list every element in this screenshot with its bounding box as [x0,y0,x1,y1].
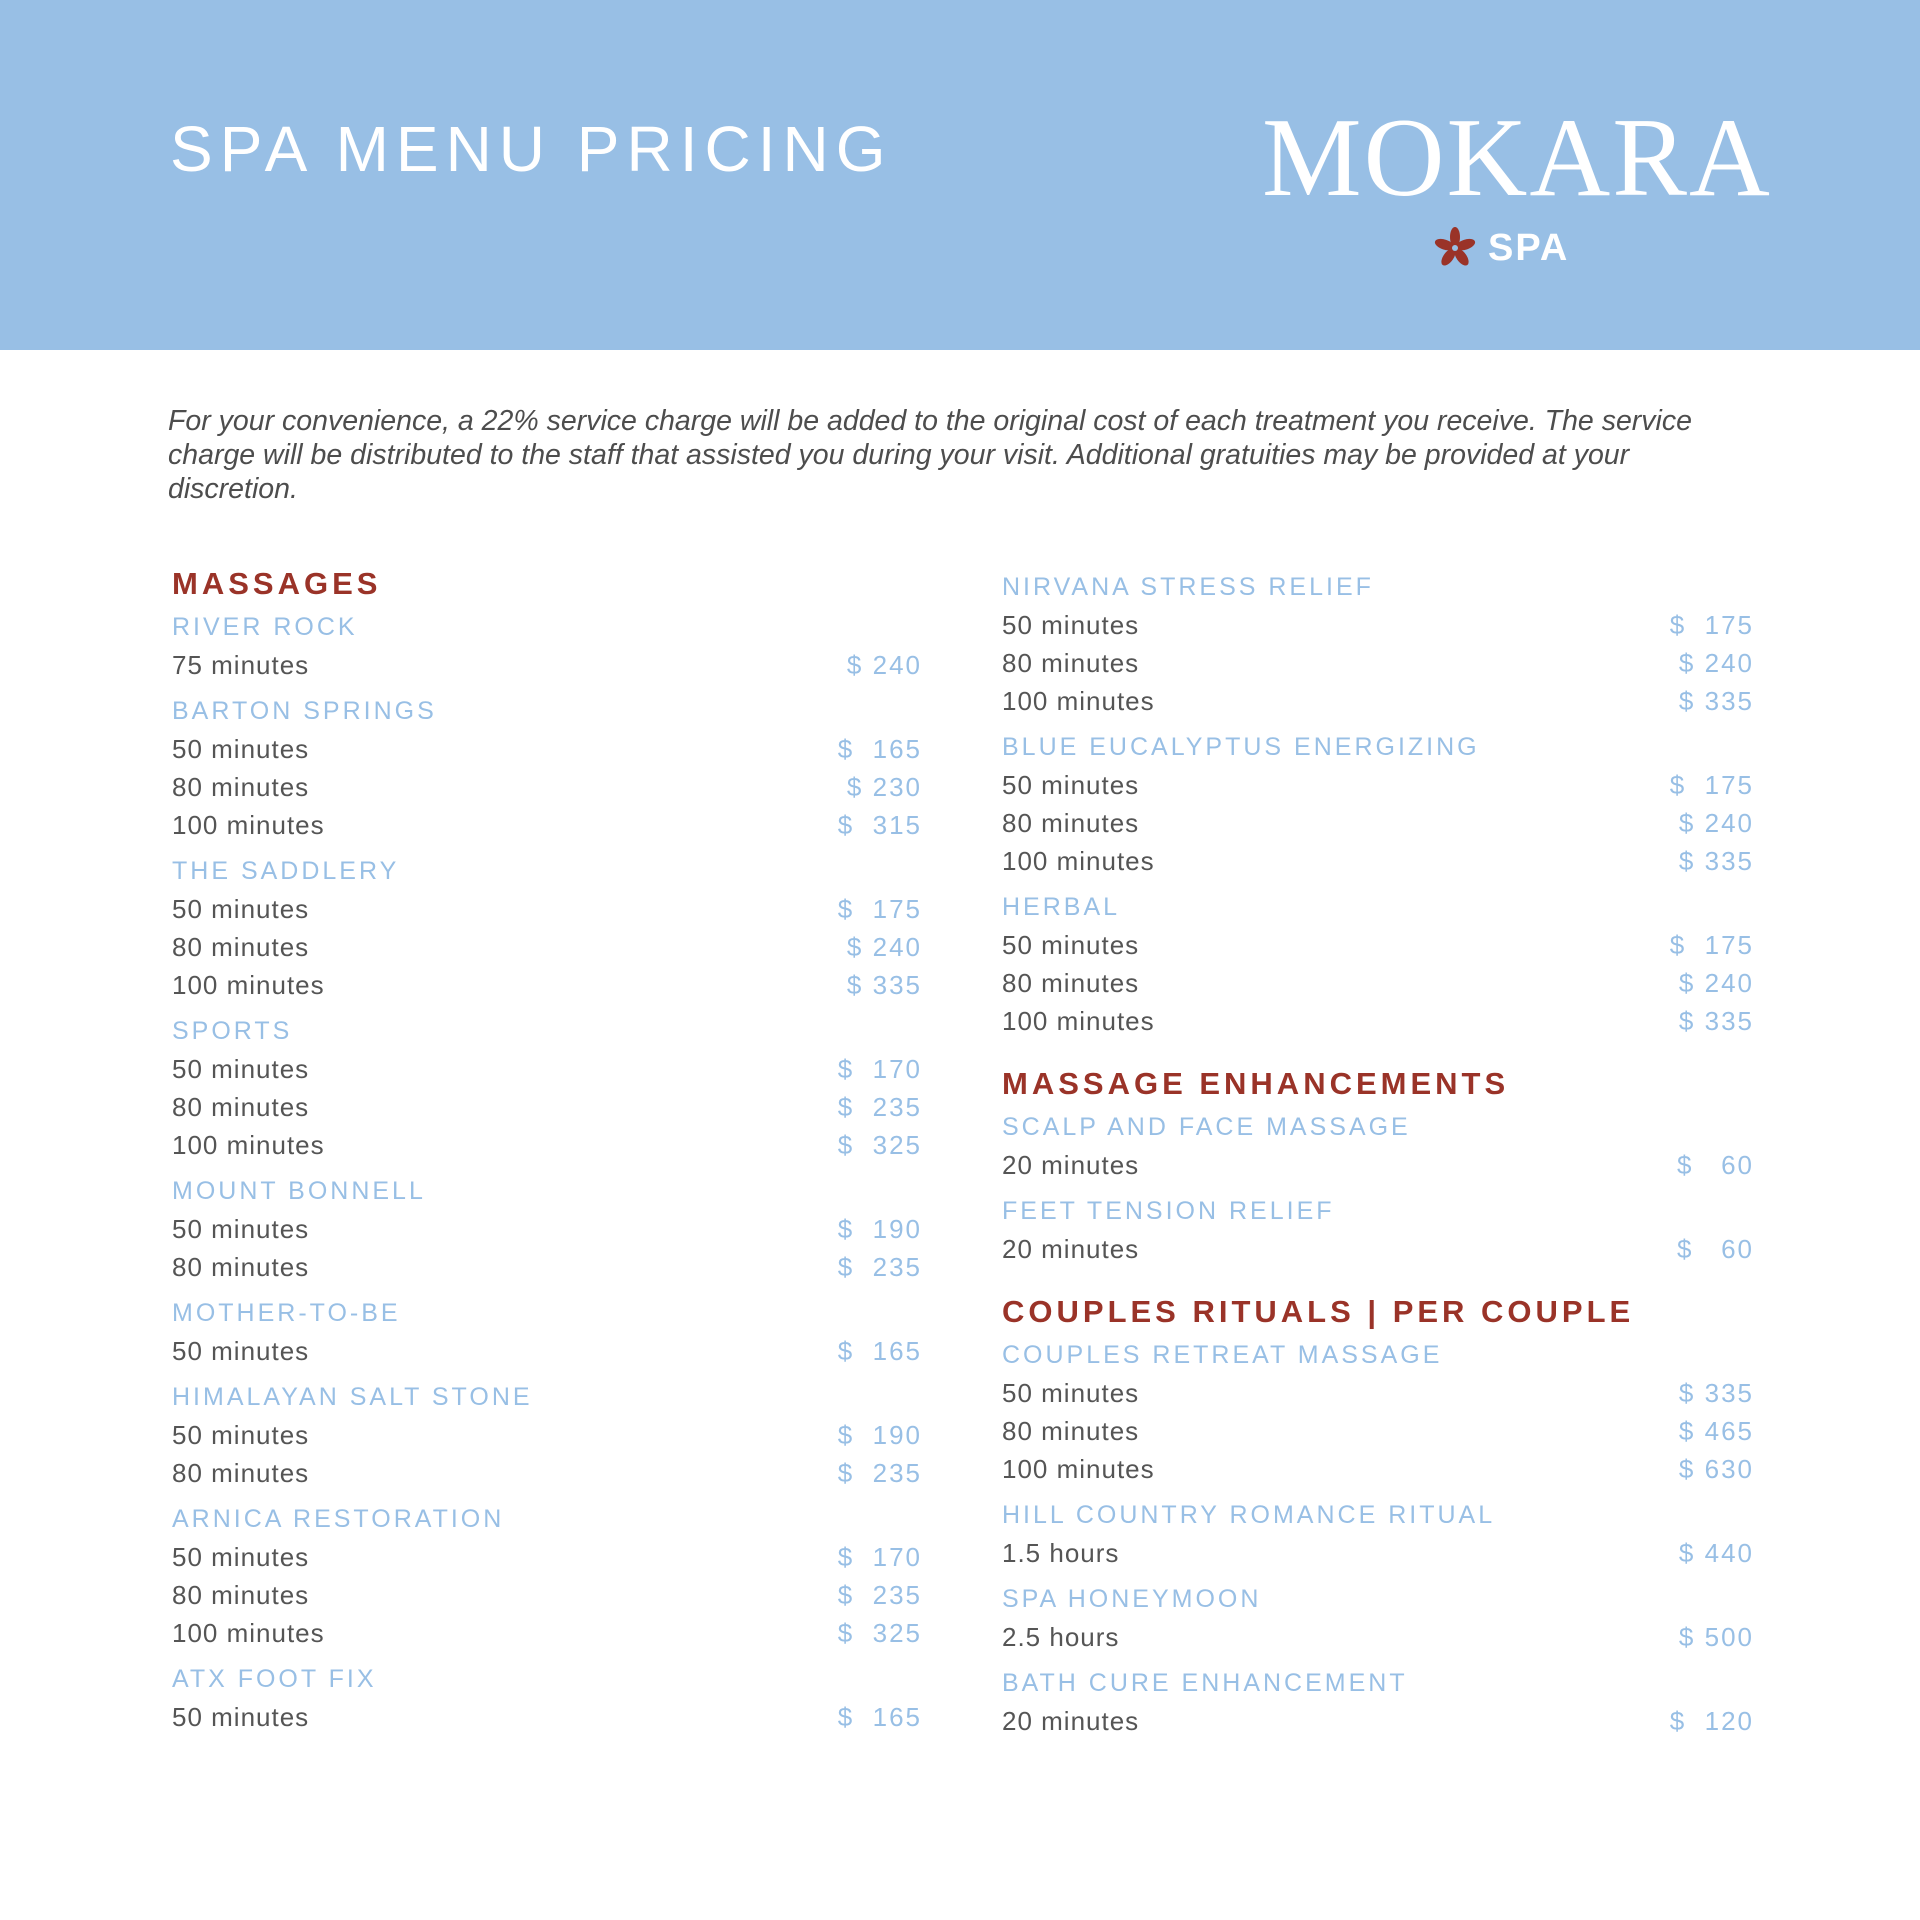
price-row [172,1576,922,1614]
treatment-name: HIMALAYAN SALT STONE [172,1383,533,1411]
massage-list-continued [1002,568,1754,1040]
left-column [172,560,922,1744]
price-row [1002,1146,1754,1184]
menu-item [1002,1192,1754,1268]
price-row [172,1248,922,1286]
treatment-name: HERBAL [1002,893,1121,921]
price: $ 190 [837,1214,922,1244]
price: $ 175 [1669,610,1754,640]
price: $ 630 [1678,1454,1754,1484]
price: $ 60 [1676,1234,1754,1264]
duration: 80 minutes [172,1252,310,1282]
menu-item [1002,1496,1754,1572]
treatment-name: FEET TENSION RELIEF [1002,1197,1335,1225]
menu-item [172,1378,922,1492]
menu-item [172,1172,922,1286]
price-row [1002,1374,1754,1412]
logo-wordmark: MOKARA [1262,96,1772,220]
menu-item [1002,728,1754,880]
duration: 80 minutes [1002,1416,1140,1446]
duration: 100 minutes [1002,1006,1155,1036]
treatment-name: NIRVANA STRESS RELIEF [1002,573,1374,601]
price-row [172,1332,922,1370]
enhancements-list [1002,1108,1754,1268]
price-row [172,1210,922,1248]
price: $ 240 [1678,648,1754,678]
price: $ 230 [846,772,922,802]
price: $ 235 [837,1252,922,1282]
duration: 1.5 hours [1002,1538,1120,1568]
price: $ 175 [1669,770,1754,800]
logo-subline [1432,223,1569,273]
duration: 50 minutes [172,894,310,924]
duration: 50 minutes [1002,770,1140,800]
treatment-name: ATX FOOT FIX [172,1665,377,1693]
price-row [172,890,922,928]
price: $ 335 [1678,686,1754,716]
price: $ 235 [837,1580,922,1610]
duration: 20 minutes [1002,1234,1140,1264]
price: $ 165 [837,1702,922,1732]
price-row [172,646,922,684]
duration: 100 minutes [172,1618,325,1648]
menu-item [1002,1664,1754,1740]
duration: 100 minutes [1002,846,1155,876]
massage-list [172,608,922,1736]
flower-icon [1432,227,1478,269]
price-row [1002,804,1754,842]
price: $ 120 [1669,1706,1754,1736]
price: $ 335 [1678,846,1754,876]
price: $ 175 [837,894,922,924]
menu-item [172,1500,922,1652]
price-row [172,730,922,768]
duration: 100 minutes [172,1130,325,1160]
duration: 20 minutes [1002,1706,1140,1736]
duration: 50 minutes [1002,930,1140,960]
price-row [172,1050,922,1088]
price: $ 465 [1678,1416,1754,1446]
price-row [172,768,922,806]
duration: 20 minutes [1002,1150,1140,1180]
treatment-name: SPORTS [172,1017,293,1045]
treatment-name: RIVER ROCK [172,613,358,641]
section-title-couples: COUPLES RITUALS | PER COUPLE [1002,1294,1635,1329]
price: $ 170 [837,1054,922,1084]
page-title: SPA MENU PRICING [170,113,893,185]
price-row [1002,1534,1754,1572]
price-row [1002,1618,1754,1656]
service-charge-note: For your convenience, a 22% service charge will be added to the original cost of each treatment you receive. The service charge will be distributed to the staff that assisted you during your visit. Additional gratuities may be provided at your discretion. [168,405,1692,505]
price-row [172,1614,922,1652]
price-row [1002,606,1754,644]
mokara-spa-logo [1250,96,1772,278]
price-row [1002,682,1754,720]
treatment-name: BLUE EUCALYPTUS ENERGIZING [1002,733,1480,761]
price: $ 165 [837,1336,922,1366]
section-title-enhancements: MASSAGE ENHANCEMENTS [1002,1066,1510,1101]
price-row [1002,1002,1754,1040]
menu-item [172,1012,922,1164]
duration: 50 minutes [1002,1378,1140,1408]
treatment-name: BARTON SPRINGS [172,697,437,725]
treatment-name: SPA HONEYMOON [1002,1585,1262,1613]
price: $ 235 [837,1458,922,1488]
menu-item [1002,1108,1754,1184]
duration: 100 minutes [1002,1454,1155,1484]
duration: 100 minutes [172,970,325,1000]
treatment-name: HILL COUNTRY ROMANCE RITUAL [1002,1501,1496,1529]
menu-item [172,1294,922,1370]
duration: 50 minutes [172,1702,310,1732]
couples-list [1002,1336,1754,1740]
price-row [172,1538,922,1576]
duration: 80 minutes [172,1458,310,1488]
treatment-name: MOTHER-TO-BE [172,1299,401,1327]
duration: 50 minutes [172,1420,310,1450]
treatment-name: ARNICA RESTORATION [172,1505,505,1533]
price: $ 500 [1678,1622,1754,1652]
price: $ 190 [837,1420,922,1450]
menu-item [1002,888,1754,1040]
price-row [1002,842,1754,880]
duration: 50 minutes [172,1542,310,1572]
price-row [1002,644,1754,682]
price: $ 235 [837,1092,922,1122]
price: $ 60 [1676,1150,1754,1180]
menu-item [172,1660,922,1736]
right-column [1002,568,1754,1748]
price: $ 175 [1669,930,1754,960]
price-row [1002,1230,1754,1268]
price-row [1002,766,1754,804]
header-banner [0,0,1920,350]
duration: 50 minutes [172,1054,310,1084]
treatment-name: COUPLES RETREAT MASSAGE [1002,1341,1443,1369]
price: $ 240 [846,650,922,680]
menu-item [172,608,922,684]
price-row [172,928,922,966]
menu-item [1002,568,1754,720]
price: $ 335 [1678,1378,1754,1408]
duration: 50 minutes [172,1336,310,1366]
duration: 2.5 hours [1002,1622,1120,1652]
price: $ 325 [837,1130,922,1160]
price-row [1002,926,1754,964]
menu-item [1002,1580,1754,1656]
price-row [172,966,922,1004]
price: $ 440 [1678,1538,1754,1568]
price: $ 335 [846,970,922,1000]
duration: 75 minutes [172,650,310,680]
menu-item [1002,1336,1754,1488]
section-title-massages: MASSAGES [172,566,382,601]
duration: 80 minutes [172,772,310,802]
menu-item [172,852,922,1004]
duration: 100 minutes [172,810,325,840]
duration: 50 minutes [172,734,310,764]
price: $ 165 [837,734,922,764]
price-row [172,1698,922,1736]
duration: 50 minutes [1002,610,1140,640]
price-row [172,1126,922,1164]
price: $ 170 [837,1542,922,1572]
duration: 100 minutes [1002,686,1155,716]
price: $ 240 [846,932,922,962]
price: $ 315 [837,810,922,840]
price: $ 240 [1678,808,1754,838]
price-row [172,1088,922,1126]
logo-spa-text: SPA [1488,226,1570,269]
price-row [1002,1412,1754,1450]
treatment-name: BATH CURE ENHANCEMENT [1002,1669,1408,1697]
price-row [172,1416,922,1454]
menu-item [172,692,922,844]
duration: 80 minutes [172,932,310,962]
duration: 80 minutes [1002,648,1140,678]
price: $ 325 [837,1618,922,1648]
duration: 80 minutes [1002,808,1140,838]
duration: 80 minutes [172,1580,310,1610]
price-row [172,1454,922,1492]
treatment-name: SCALP AND FACE MASSAGE [1002,1113,1411,1141]
price: $ 335 [1678,1006,1754,1036]
price-row [1002,1702,1754,1740]
treatment-name: MOUNT BONNELL [172,1177,426,1205]
price-row [172,806,922,844]
treatment-name: THE SADDLERY [172,857,400,885]
duration: 80 minutes [172,1092,310,1122]
price: $ 240 [1678,968,1754,998]
duration: 50 minutes [172,1214,310,1244]
price-row [1002,964,1754,1002]
duration: 80 minutes [1002,968,1140,998]
price-row [1002,1450,1754,1488]
